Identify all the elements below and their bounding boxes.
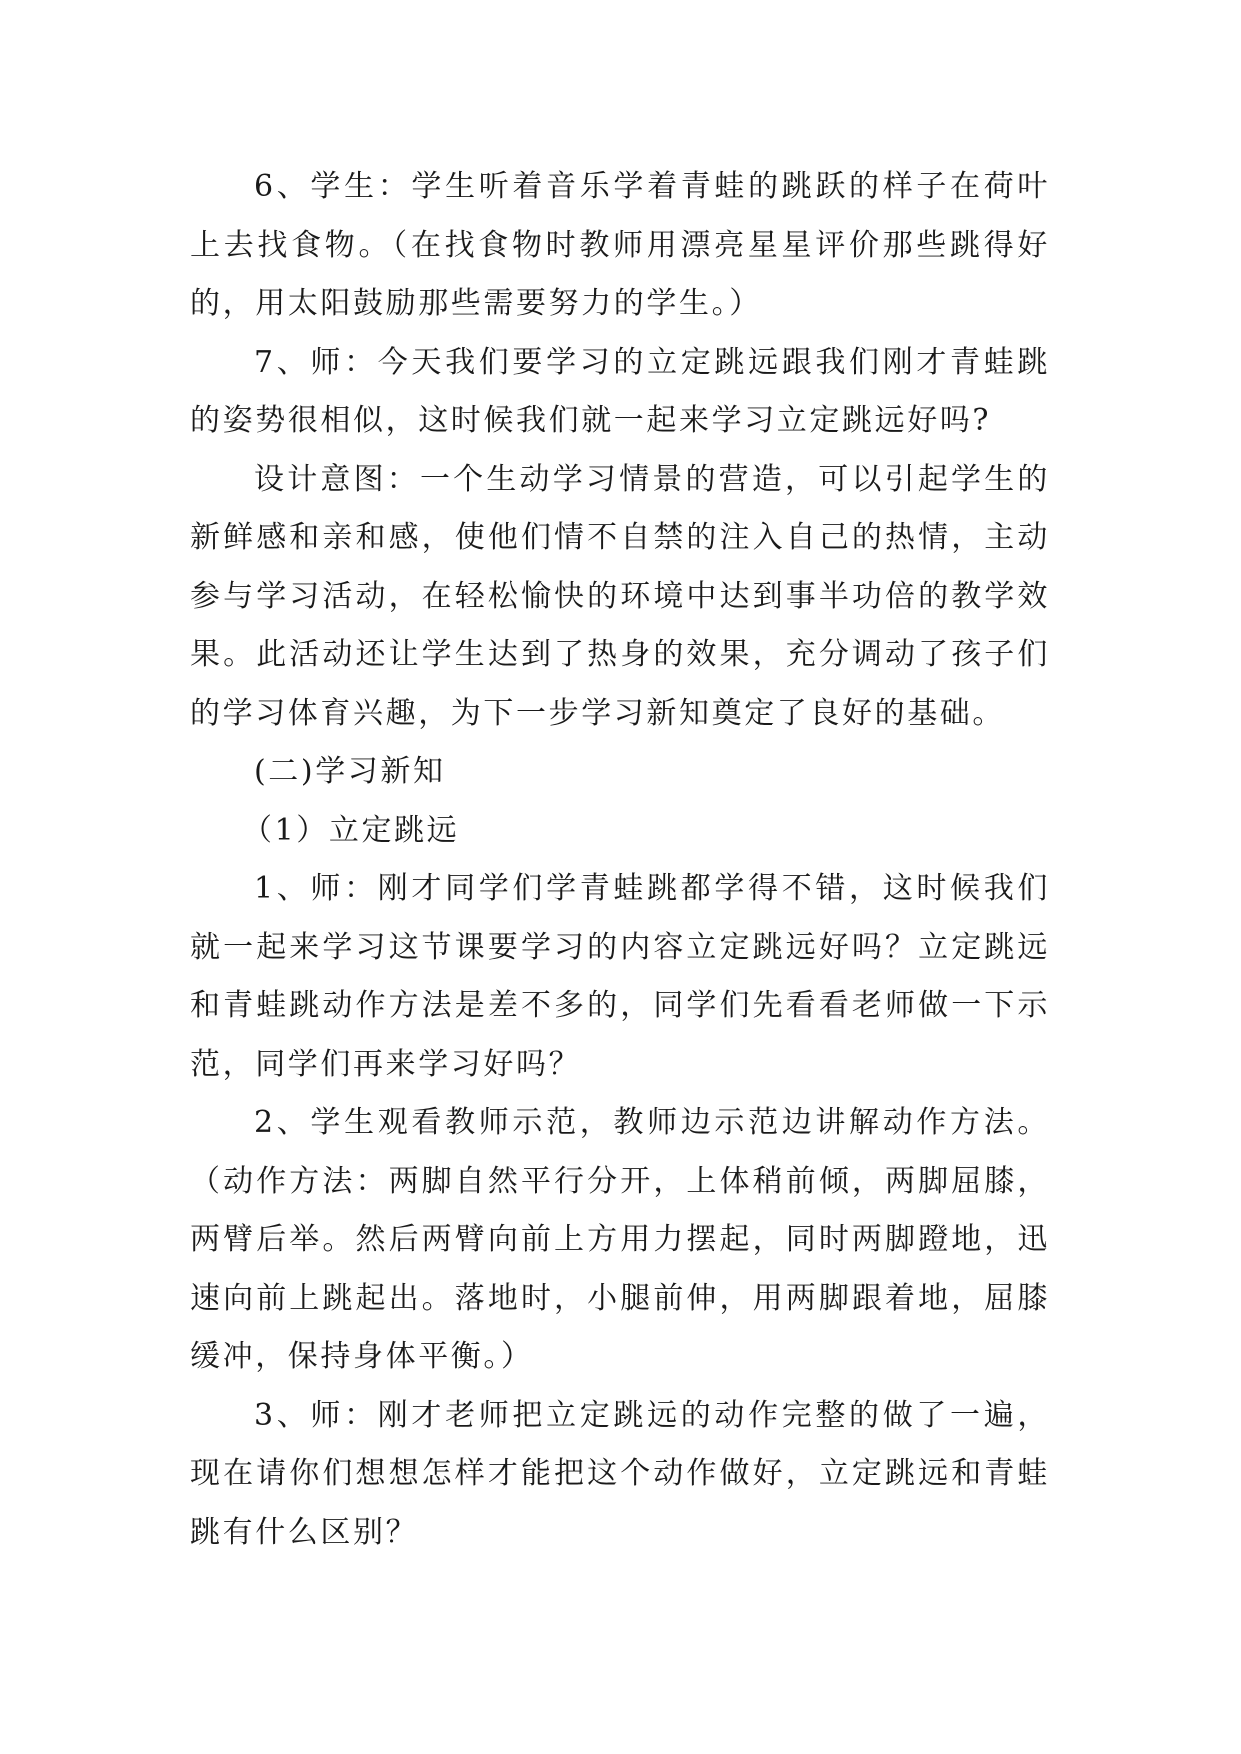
subsection-heading-standing-long-jump: （1）立定跳远 [242,812,460,848]
section-heading-learn-new: (二)学习新知 [254,754,446,789]
paragraph-design-intent: 设计意图：一个生动学习情景的营造，可以引起学生的新鲜感和亲和感，使他们情不自禁的注入自己的热情，主动参与学习活动，在轻松愉快的环境中达到事半功倍的教学效果。此活动还让学生达到了热身的效果，充分调动了孩子们的学习体育兴趣，为下一步学习新知奠定了良好的基础。 [190,461,1050,731]
paragraph-step-7: 7、师：今天我们要学习的立定跳远跟我们刚才青蛙跳的姿势很相似，这时候我们就一起来学习立定跳远好吗? [190,344,1050,438]
document-body [190,158,1050,1562]
paragraph-step-3: 3、师：刚才老师把立定跳远的动作完整的做了一遍，现在请你们想想怎样才能把这个动作做好，立定跳远和青蛙跳有什么区别？ [190,1397,1050,1550]
paragraph-step-2: 2、学生观看教师示范，教师边示范边讲解动作方法。（动作方法：两脚自然平行分开，上体稍前倾，两脚屈膝，两臂后举。然后两臂向前上方用力摆起，同时两脚蹬地，迅速向前上跳起出。落地时，小腿前伸，用两脚跟着地，屈膝缓冲，保持身体平衡。） [190,1105,1050,1374]
paragraph-step-1: 1、师：刚才同学们学青蛙跳都学得不错，这时候我们就一起来学习这节课要学习的内容立定跳远好吗？立定跳远和青蛙跳动作方法是差不多的，同学们先看看老师做一下示范，同学们再来学习好吗？ [190,871,1050,1082]
paragraph-step-6: 6、学生：学生听着音乐学着青蛙的跳跃的样子在荷叶上去找食物。（在找食物时教师用漂亮星星评价那些跳得好的，用太阳鼓励那些需要努力的学生。） [190,169,1050,321]
